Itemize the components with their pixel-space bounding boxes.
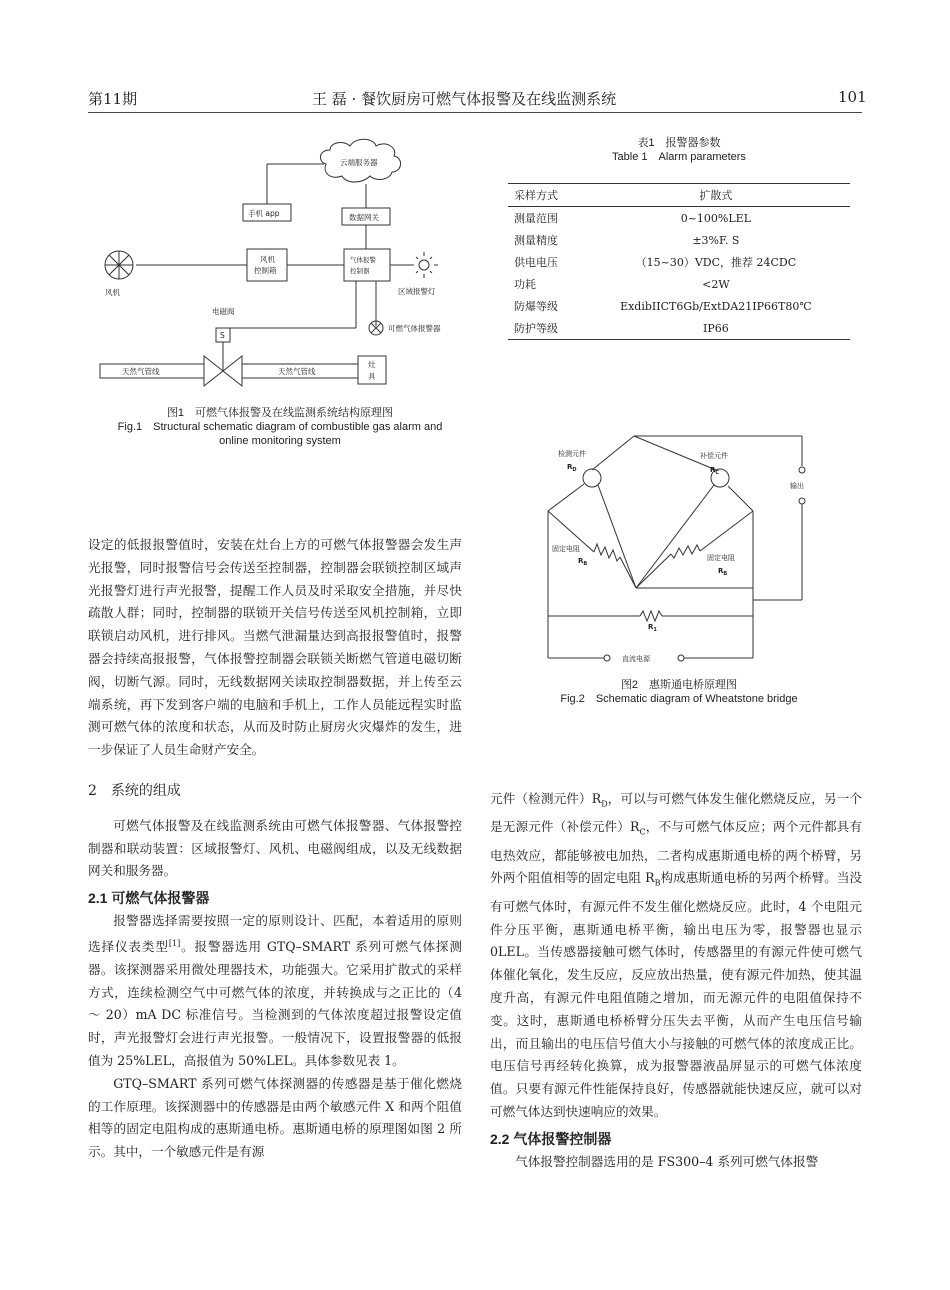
text-run: ，可以与可燃气体发生催化燃烧反应，另一个是无源元件（补偿元件）R: [490, 791, 863, 835]
rb-left-letter: R: [578, 557, 584, 565]
subscript: C: [639, 827, 646, 837]
detect-element-symbol: [583, 469, 601, 487]
table-1-title-cn: 表1 报警器参数: [637, 137, 721, 149]
rb-right-letter: R: [718, 567, 724, 575]
table-cell: IP66: [703, 321, 729, 335]
rb-right-label: [718, 567, 727, 577]
fixed-right-label: 固定电阻: [707, 554, 735, 562]
paragraph: 设定的低报报警值时，安装在灶台上方的可燃气体报警器会发生声光报警，同时报警信号会传送至控制器，控制器会联锁控制区域声光报警灯进行声光报警，提醒工作人员及时采取安全措施，并尽快疏散人群；同时，控制器的联锁开关信号传送至风机控制箱，立即联锁启动风机，进行排风。当燃气泄漏量达到高报报警值时，报警器会持续高报报警，气体报警控制器会联锁关断燃气管道电磁切断阀，切断气源。同时，无线数据网关读取控制器数据，并上传至云端系统，再下发到客户端的电脑和手机上，工作人员能远程实时监测可燃气体的浓度和状态，从而及时防止厨房火灾爆炸的发生，进一步保证了人员生命财产安全。: [88, 537, 462, 758]
rc-letter: R: [710, 466, 716, 474]
paragraph: GTQ–SMART 系列可燃气体探测器的传感器是基于催化燃烧的工作原理。该探测器中的传感器是由两个敏感元件 X 和两个阻值相等的固定电阻构成的惠斯通电桥。惠斯通电桥的原理图如图 2 所示。其中，一个敏感元件是有源: [88, 1075, 462, 1160]
output-terminal-top: [799, 467, 805, 473]
fanbox-label-2: 控制箱: [254, 266, 277, 275]
figure-1-caption-en-1: Fig.1 Structural schematic diagram of combustible gas alarm and: [117, 421, 443, 433]
r1-resistor: [640, 611, 662, 621]
r1-label: [648, 623, 657, 633]
table-cell: （15~30）VDC，推荐 24CDC: [635, 256, 797, 269]
table-cell: ExdibIICT6Gb/ExtDA21IP66T80℃: [620, 299, 812, 313]
comp-label: 补偿元件: [700, 452, 728, 460]
figure-1-diagram: [88, 128, 468, 400]
output-terminal-bottom: [799, 498, 805, 504]
r1-sub: 1: [653, 627, 657, 633]
table-cell: <2W: [702, 277, 730, 291]
dc-terminal-right: [678, 655, 684, 661]
text-run: 报警器选择需要按照一定的原则设计、匹配，本着适用的原则选择仪表类型: [88, 912, 462, 954]
pipe-left-label: 天然气管线: [122, 367, 160, 376]
table-cell: 功耗: [514, 278, 536, 291]
table-cell: 供电电压: [514, 256, 558, 269]
paragraph: 可燃气体报警及在线监测系统由可燃气体报警器、气体报警控制器和联动装置：区域报警灯、风机、电磁阀组成，以及无线数据网关和服务器。: [88, 817, 462, 879]
valve-label: 电磁阀: [212, 307, 235, 316]
fixed-resistor-right: [671, 545, 700, 558]
fanbox-label-1: 风机: [260, 255, 275, 264]
subscript: D: [601, 799, 608, 809]
subsection-heading: 2.1 可燃气体报警器: [88, 890, 210, 907]
table-row: [508, 229, 850, 251]
table-cell: 扩散式: [699, 189, 733, 202]
controller-label-2: 控制器: [350, 267, 370, 275]
pipe-right-label: 天然气管线: [278, 367, 316, 376]
gateway-label: 数据网关: [349, 213, 379, 222]
stove-label-2: 具: [368, 372, 376, 381]
rd-sub: D: [572, 467, 577, 473]
lamp-label: 区域报警灯: [398, 287, 436, 296]
table-row: [508, 317, 850, 340]
dc-terminal-left: [604, 655, 610, 661]
controller-label-1: 气体报警: [350, 256, 376, 264]
figure-2-diagram: [540, 428, 820, 670]
subscript: B: [654, 878, 661, 888]
lamp-symbol: [419, 260, 429, 270]
left-column: [88, 534, 462, 1164]
table-cell: 测量精度: [514, 234, 558, 247]
table-row: [508, 295, 850, 317]
running-title: 王 磊 · 餐饮厨房可燃气体报警及在线监测系统: [312, 90, 617, 108]
table-row: [508, 251, 850, 273]
stove-label-1: 灶: [368, 360, 376, 369]
header-rule: [88, 112, 862, 113]
controller-box: [344, 249, 390, 281]
fan-control-box: [247, 249, 287, 281]
page-number: 101: [838, 88, 867, 106]
rb-right-sub: B: [723, 571, 728, 577]
rd-label: [567, 463, 577, 473]
table-cell: 测量范围: [514, 212, 558, 225]
rc-sub: C: [715, 470, 720, 476]
figure-1-caption-en-2: online monitoring system: [219, 435, 341, 447]
figure-1-caption-cn: 图1 可燃气体报警及在线监测系统结构原理图: [166, 407, 394, 419]
table-cell: 防护等级: [514, 322, 558, 335]
detector-label: 可燃气体报警器: [388, 324, 441, 333]
fixed-resistor-left: [594, 544, 620, 561]
table-cell: 防爆等级: [514, 300, 558, 313]
issue-number: 第11期: [88, 90, 138, 108]
paragraph: 气体报警控制器选用的是 FS300–4 系列可燃气体报警: [515, 1153, 819, 1169]
right-column: [490, 788, 862, 1173]
cloud-label: 云端服务器: [340, 158, 378, 167]
text-run: 。报警器选用 GTQ–SMART 系列可燃气体探测器。该探测器采用微处理器技术，功能强大。它采用扩散式的采样方式，连续检测空气中可燃气体的浓度，并转换成与之正比的（4 ～ 20）mA DC 标准信号。当检测到的气体浓度超过报警设定值时，声光报警灯会进行声光报警。一般情况下，设置报警器的低报值为 25%LEL，高报值为 50%LEL。具体参数见表 1。: [88, 938, 462, 1068]
figure-2-caption-en: Fig.2 Schematic diagram of Wheatstone bridge: [560, 693, 798, 705]
fixed-left-label: 固定电阻: [552, 545, 580, 553]
detect-label: 检测元件: [558, 450, 586, 458]
fan-label: 风机: [105, 288, 120, 297]
paragraph: [88, 910, 462, 1073]
table-cell: 0~100%LEL: [680, 211, 752, 225]
rb-left-label: [578, 557, 587, 567]
table-1-title-en: Table 1 Alarm parameters: [612, 151, 746, 163]
figure-2-caption-cn: 图2 惠斯通电桥原理图: [620, 679, 738, 691]
table-row: [508, 184, 850, 207]
table-1: [508, 183, 850, 340]
app-label: 手机 app: [248, 209, 280, 218]
table-cell: ±3%F. S: [692, 233, 740, 247]
table-row: [508, 207, 850, 230]
text-run: 构成惠斯通电桥的另两个桥臂。当没有可燃气体时，有源元件不发生催化燃烧反应。此时，4 个电阻元件分压平衡，惠斯通电桥平衡，输出电压为零，报警器也显示 0LEL。当传感器接触可燃气体时，传感器里的有源元件使可燃气体催化氧化，发生反应，反应放出热量，使有源元件加热，使其温度升高，有源元件电阻值随之增加，而无源元件的电阻值保持不变。这时，惠斯通电桥桥臂分压失去平衡，从而产生电压信号输出，而且输出的电压信号值大小与接触的可燃气体的浓度成正比。电压信号再经转化换算，成为报警器液晶屏显示的可燃气体浓度值。只要有源元件性能保持良好，传感器就能快速反应，就可以对可燃气体达到快速响应的效果。: [490, 870, 863, 1119]
text-run: 元件（检测元件）R: [490, 791, 602, 806]
dc-label: 直流电源: [622, 655, 650, 663]
table-cell: 采样方式: [514, 189, 558, 202]
citation-ref: [1]: [168, 938, 181, 948]
section-heading: 2 系统的组成: [88, 782, 181, 799]
output-label: 输出: [790, 482, 804, 490]
subsection-heading: 2.2 气体报警控制器: [490, 1130, 612, 1147]
rd-letter: R: [567, 463, 573, 471]
r1-letter: R: [648, 623, 654, 631]
table-row: [508, 273, 850, 295]
text-run: ，不与可燃气体反应；两个元件都具有电热效应，都能够被电加热，二者构成惠斯通电桥的两个桥臂，另外两个阻值相等的固定电阻 R: [490, 819, 863, 886]
rb-left-sub: B: [583, 561, 588, 567]
valve-s-label: S: [220, 331, 225, 340]
paragraph: [490, 788, 862, 1124]
